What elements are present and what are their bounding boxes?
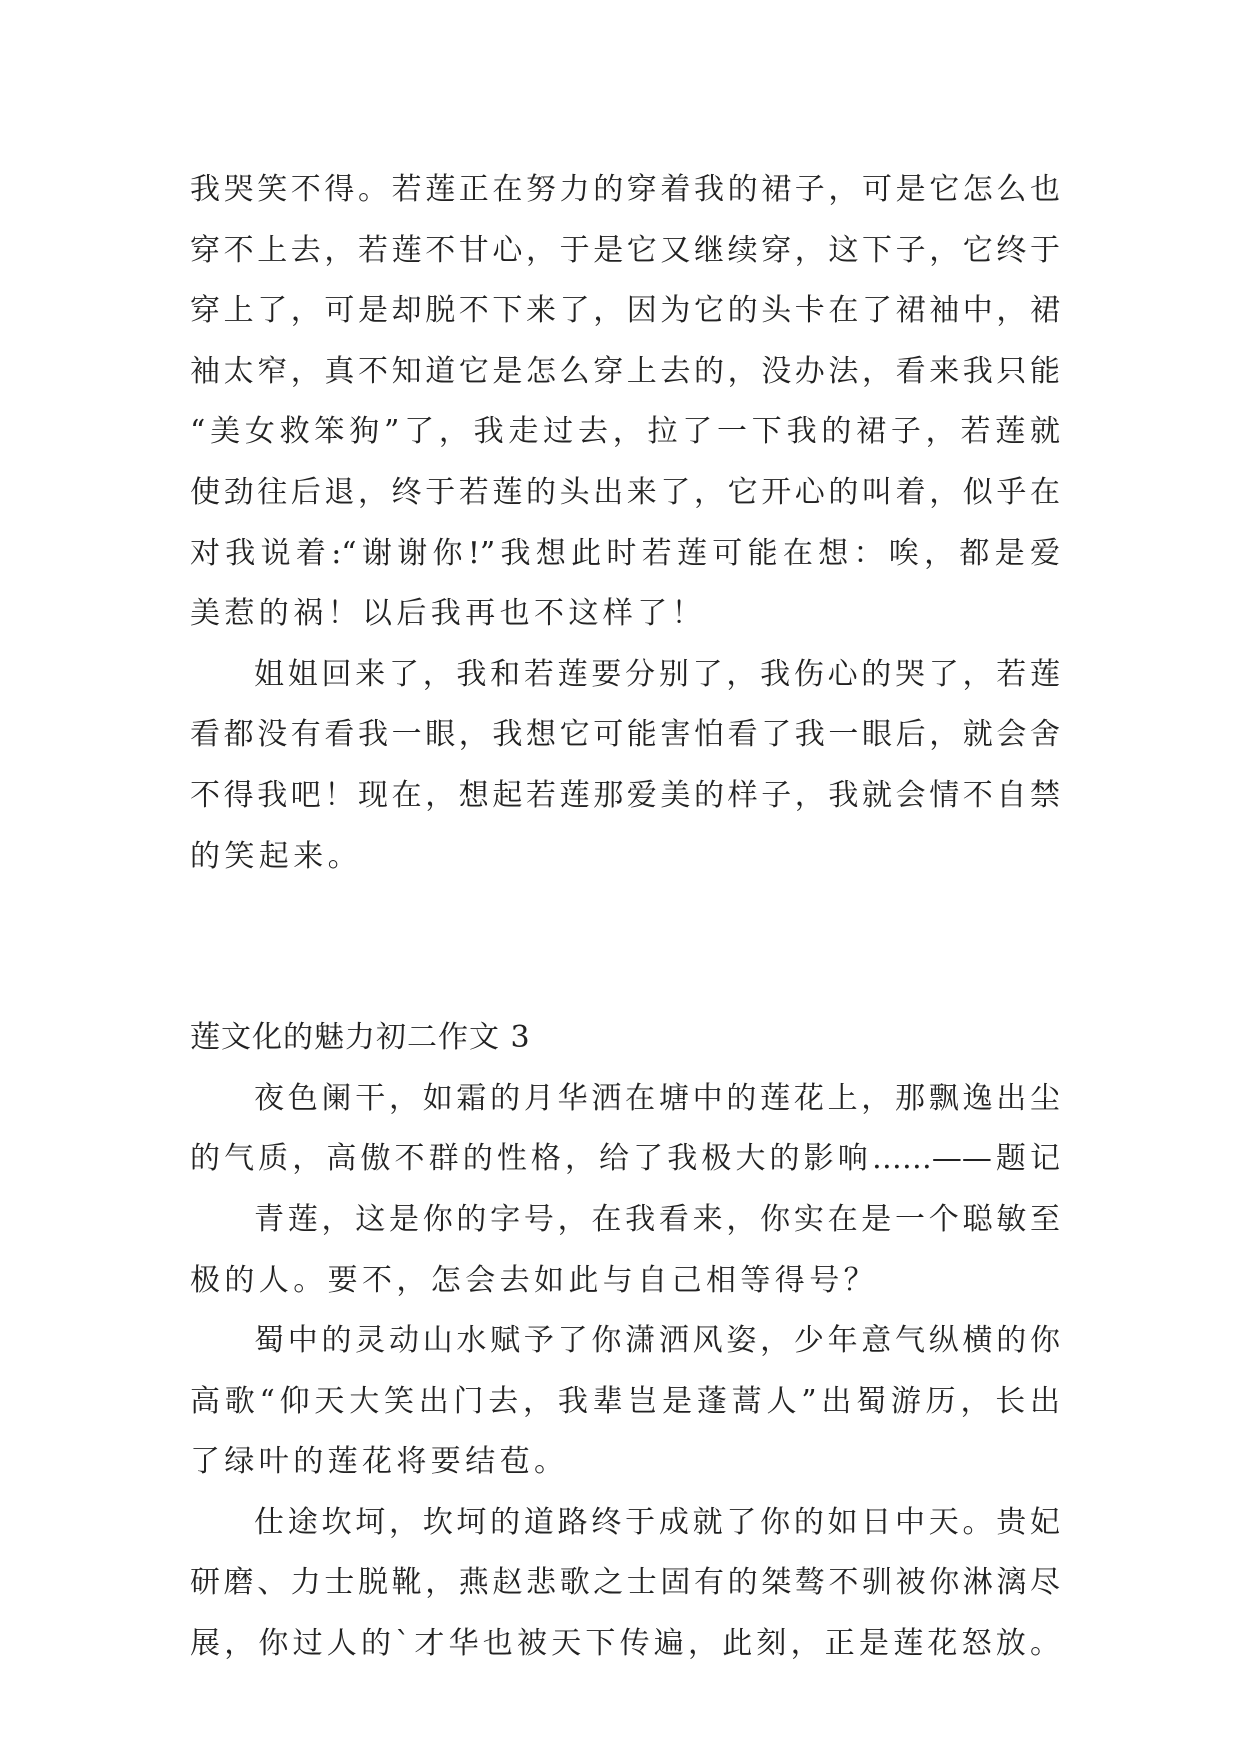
- section-title: 莲文化的魅力初二作文 3: [190, 1020, 531, 1056]
- text-line: 穿不上去，若莲不甘心，于是它又继续穿，这下子，它终于: [190, 232, 1060, 268]
- text-line: 了绿叶的莲花将要结苞。: [190, 1444, 569, 1480]
- text-line: 青莲，这是你的字号，在我看来，你实在是一个聪敏至: [254, 1201, 1060, 1237]
- document-page: [190, 160, 1060, 1675]
- text-line: 仕途坎坷，坎坷的道路终于成就了你的如日中天。贵妃: [254, 1504, 1060, 1540]
- paragraph-shu: [190, 1311, 1060, 1493]
- text-line: 的气质，高傲不群的性格，给了我极大的影响……——题记: [190, 1141, 1060, 1177]
- text-line: 看都没有看我一眼，我想它可能害怕看了我一眼后，就会舍: [190, 717, 1060, 753]
- text-line: 穿上了，可是却脱不下来了，因为它的头卡在了裙袖中，裙: [190, 293, 1060, 329]
- text-line: “美女救笨狗”了，我走过去，拉了一下我的裙子，若莲就: [190, 414, 1060, 450]
- paragraph-career: [190, 1493, 1060, 1675]
- paragraph-dress-story: [190, 160, 1060, 645]
- text-line: 极的人。要不，怎会去如此与自己相等得号？: [190, 1262, 878, 1298]
- text-line: 蜀中的灵动山水赋予了你潇洒风姿，少年意气纵横的你: [254, 1323, 1060, 1359]
- text-line: 对我说着:“谢谢你!”我想此时若莲可能在想：唉，都是爱: [190, 535, 1060, 571]
- text-line: 袖太窄，真不知道它是怎么穿上去的，没办法，看来我只能: [190, 353, 1060, 389]
- text-line: 我哭笑不得。若莲正在努力的穿着我的裙子，可是它怎么也: [190, 172, 1060, 207]
- text-line: 夜色阑干，如霜的月华洒在塘中的莲花上，那飘逸出尘: [254, 1080, 1060, 1116]
- text-line: 姐姐回来了，我和若莲要分别了，我伤心的哭了，若莲: [254, 656, 1060, 692]
- text-line: 的笑起来。: [190, 838, 362, 874]
- text-line: 美惹的祸！以后我再也不这样了！: [190, 596, 706, 632]
- text-line: 高歌“仰天大笑出门去，我辈岂是蓬蒿人”出蜀游历，长出: [190, 1383, 1060, 1419]
- text-line: 研磨、力士脱靴，燕赵悲歌之士固有的桀骜不驯被你淋漓尽: [190, 1565, 1060, 1601]
- text-line: 使劲往后退，终于若莲的头出来了，它开心的叫着，似乎在: [190, 474, 1060, 510]
- paragraph-farewell: [190, 645, 1060, 887]
- text-line: 展，你过人的`才华也被天下传遍，此刻，正是莲花怒放。: [190, 1626, 1060, 1662]
- text-line: 不得我吧！现在，想起若莲那爱美的样子，我就会情不自禁: [190, 777, 1060, 813]
- section-spacer: [190, 887, 1060, 1008]
- paragraph-qinglian: [190, 1190, 1060, 1311]
- paragraph-preface: [190, 1069, 1060, 1190]
